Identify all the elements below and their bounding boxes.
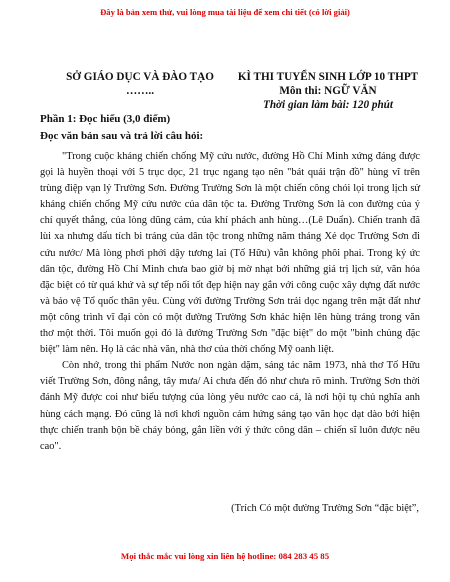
source-citation: (Trích Có một đường Trường Sơn “đặc biệt”, (231, 503, 419, 514)
hotline-banner: Mọi thắc mắc vui lòng xin liên hệ hotline: 084 283 45 85 (120, 551, 330, 561)
department-block (40, 70, 240, 98)
exam-title: KÌ THI TUYỂN SINH LỚP 10 THPT (237, 71, 419, 83)
reading-passage (40, 149, 420, 455)
department-placeholder: …….. (126, 85, 154, 97)
passage-paragraph-2: Còn nhớ, trong thi phẩm Nước non ngàn dặm, sáng tác năm 1973, nhà thơ Tố Hữu viết Trường Sơn, đông nắng, tây mưa/ Ai chưa đến đó như chưa rõ mình. Trường Sơn thời đánh Mỹ được coi như biểu tượng của lòng yêu nước cao cả, là nơi hội tụ chủ nghĩa anh hùng cách mạng. Đó cũng là nơi khơi nguồn cảm hứng sáng tạo văn học dạt dào bởi hiện thực chiến tranh bộn bề cháy bỏng, gắn liền với ý thức công dân – chiến sĩ luôn được nêu cao". (40, 360, 420, 452)
exam-header (0, 70, 450, 116)
exam-duration: Thời gian làm bài: 120 phút (262, 99, 394, 111)
exam-info-block (228, 70, 428, 112)
department-name: SỞ GIÁO DỤC VÀ ĐÀO TẠO (66, 71, 214, 83)
exam-subject: Môn thi: NGỮ VĂN (279, 85, 377, 97)
preview-notice-banner: Đây là bản xem thử, vui lòng mua tài liệu để xem chi tiết (có lời giải) (100, 7, 350, 17)
passage-paragraph-1: "Trong cuộc kháng chiến chống Mỹ cứu nước, đường Hồ Chí Minh xứng đáng được gọi là huyền thoại với 5 trục dọc, 21 trục ngang tạo nên "bát quái trận đồ" hùng vĩ trên trùng điệp vạn lý Trường Sơn. Đường Trường Sơn là một chiến công chói lọi trong lịch sử kháng chiến chống Mỹ cứu nước của dân tộc ta. Đường Trường Sơn là con đường của ý chí quyết thắng, của lòng dũng cảm, của khí phách anh hùng…(Lê Duẩn). Chiến tranh đã lùi xa nhưng dấu tích bi tráng của dân tộc trong những năm tháng Xẻ dọc Trường Sơn đi cứu nước/ Mà lòng phơi phới dậy tương lai (Tố Hữu) vẫn không phôi phai. Trong ký ức dân tộc, đường Hồ Chí Minh chưa bao giờ bị mờ nhạt bởi những giá trị lịch sử, văn hóa đặc biệt có từ quá khứ và sự tếp nối tốt đẹp hiện nay gắn với công cuộc xây dựng đất nước và bảo vệ Tổ quốc thân yêu. Cùng với đường Trường Sơn trải dọc ngang trên mặt đất như một công trình vĩ đại còn có một đường Trường Sơn khác hiện lên hùng tráng trong văn thơ một thời. Tôi muốn gọi đó là đường Trường Sơn "đặc biệt" do một "binh chủng đặc biệt" làm nên. Họ là các nhà văn, nhà thơ của thời chống Mỹ oanh liệt. (40, 151, 420, 356)
reading-instruction: Đọc văn bản sau và trả lời câu hỏi: (40, 130, 204, 142)
section-title: Phần 1: Đọc hiểu (3,0 điểm) (40, 113, 171, 125)
